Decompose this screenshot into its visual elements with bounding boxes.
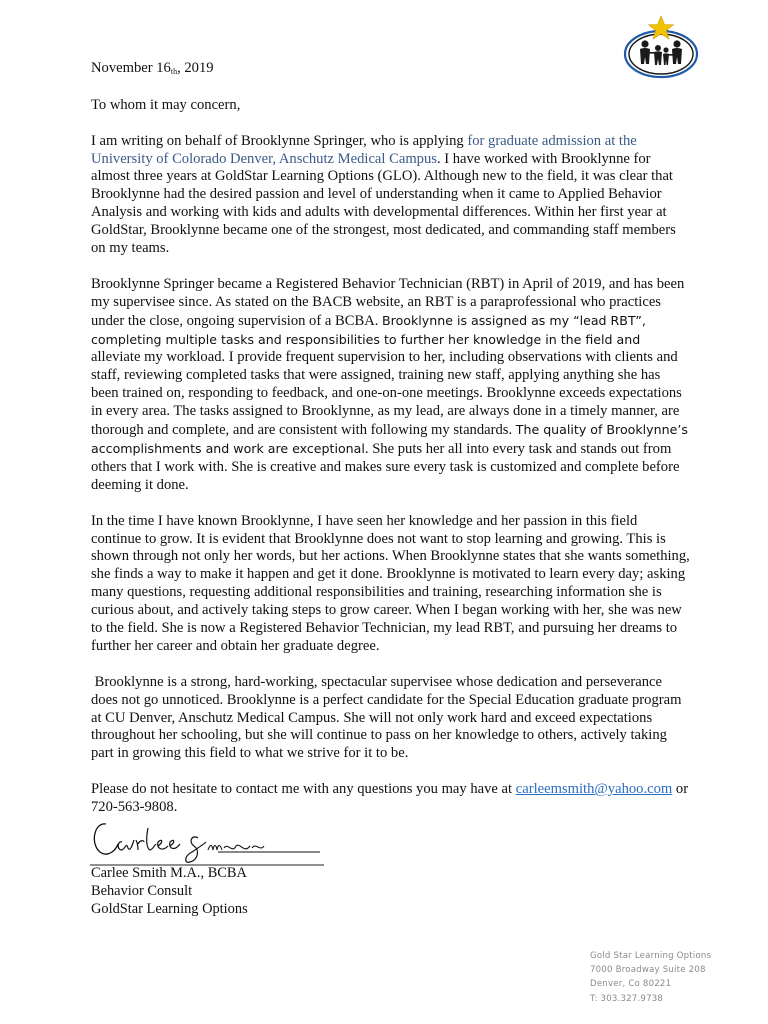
letter-date: November 16th, 2019 xyxy=(91,60,214,76)
signer-name: Carlee Smith M.A., BCBA xyxy=(91,865,247,881)
footer-phone: T: 303.327.9738 xyxy=(590,993,664,1004)
footer-address xyxy=(590,949,711,1006)
paragraph-3: In the time I have known Brooklynne, I have seen her knowledge and her passion in this field continue to grow. It is evident that Brooklynne does not want to stop learning and growing. This is shown through not only her words, but her actions. When Brooklynne states that she wants something, she finds a way to make it happen and get it done. Brooklynne is motivated to learn every day; asking many questions, requesting additional responsibilities and training, researching information she is curious about, and actively taking steps to grow career. When I began working with her, she was new to the field. She is now a Registered Behavior Technician, my lead RBT, and pursuing her dreams to further her career and obtain her graduate degree. xyxy=(91,512,690,654)
paragraph-1: I am writing on behalf of Brooklynne Springer, who is applying for graduate admission at the University of Colorado Denver, Anschutz Medical Campus. I have worked with Brooklynne for almost three years at GoldStar Learning Options (GLO). Although new to the field, it was clear that Brooklynne had the desired passion and level of understanding when it came to Applied Behavior Analysis and working with kids and adults with developmental differences. Within her first year at GoldStar, Brooklynne became one of the strongest, most dedicated, and commanding staff members on my teams. xyxy=(91,132,676,257)
footer-company: Gold Star Learning Options xyxy=(590,951,712,961)
star-icon xyxy=(649,16,674,39)
paragraph-4: Brooklynne is a strong, hard-working, spectacular supervisee whose dedication and perseverance does not go unnoticed. Brooklynne is a perfect candidate for the Special Education graduate program at CU Denver, Anschutz Medical Campus. She will not only work hard and exceed expectations throughout her schooling, but she will continue to pass on her knowledge to others, actively taking part in growing this field to what we strive for it to be. xyxy=(91,673,682,762)
contact-paragraph: Please do not hesitate to contact me with any questions you may have at carleemsmith@yahoo.com or 720-563-9808. xyxy=(91,781,689,816)
paragraph-2: Brooklynne Springer became a Registered Behavior Technician (RBT) in April of 2019, and has been my supervisee since. As stated on the BACB website, an RBT is a paraprofessional who practices under the close, ongoing supervision of a BCBA. Brooklynne is assigned as my “lead RBT”, completing multiple tasks and responsibilities to further her knowledge in the field and alleviate my workload. I provide frequent supervision to her, including observations with clients and staff, reviewing completed tasks that were assigned, training new staff, applying anything she has been trained on, responding to feedback, and one-on-one meetings. Brooklynne exceeds expectations in every area. The tasks assigned to Brooklynne, as my lead, are always done in a timely manner, are thorough and complete, and are consistent with following my standards. The quality of Brooklynne’s accomplishments and work are exceptional. She puts her all into every task and stands out from others that I work with. She is creative and makes sure every task is customized and complete before deeming it done. xyxy=(91,275,688,493)
handwritten-signature xyxy=(88,814,328,870)
letter-body xyxy=(91,60,691,835)
footer-street: 7000 Broadway Suite 208 xyxy=(590,965,706,976)
salutation: To whom it may concern, xyxy=(91,96,241,113)
email-link[interactable]: carleemsmith@yahoo.com xyxy=(515,781,673,798)
signature-block xyxy=(91,864,248,918)
footer-city: Denver, Co 80221 xyxy=(590,979,672,990)
signer-title: Behavior Consult xyxy=(91,883,193,899)
signer-organization: GoldStar Learning Options xyxy=(91,901,248,917)
